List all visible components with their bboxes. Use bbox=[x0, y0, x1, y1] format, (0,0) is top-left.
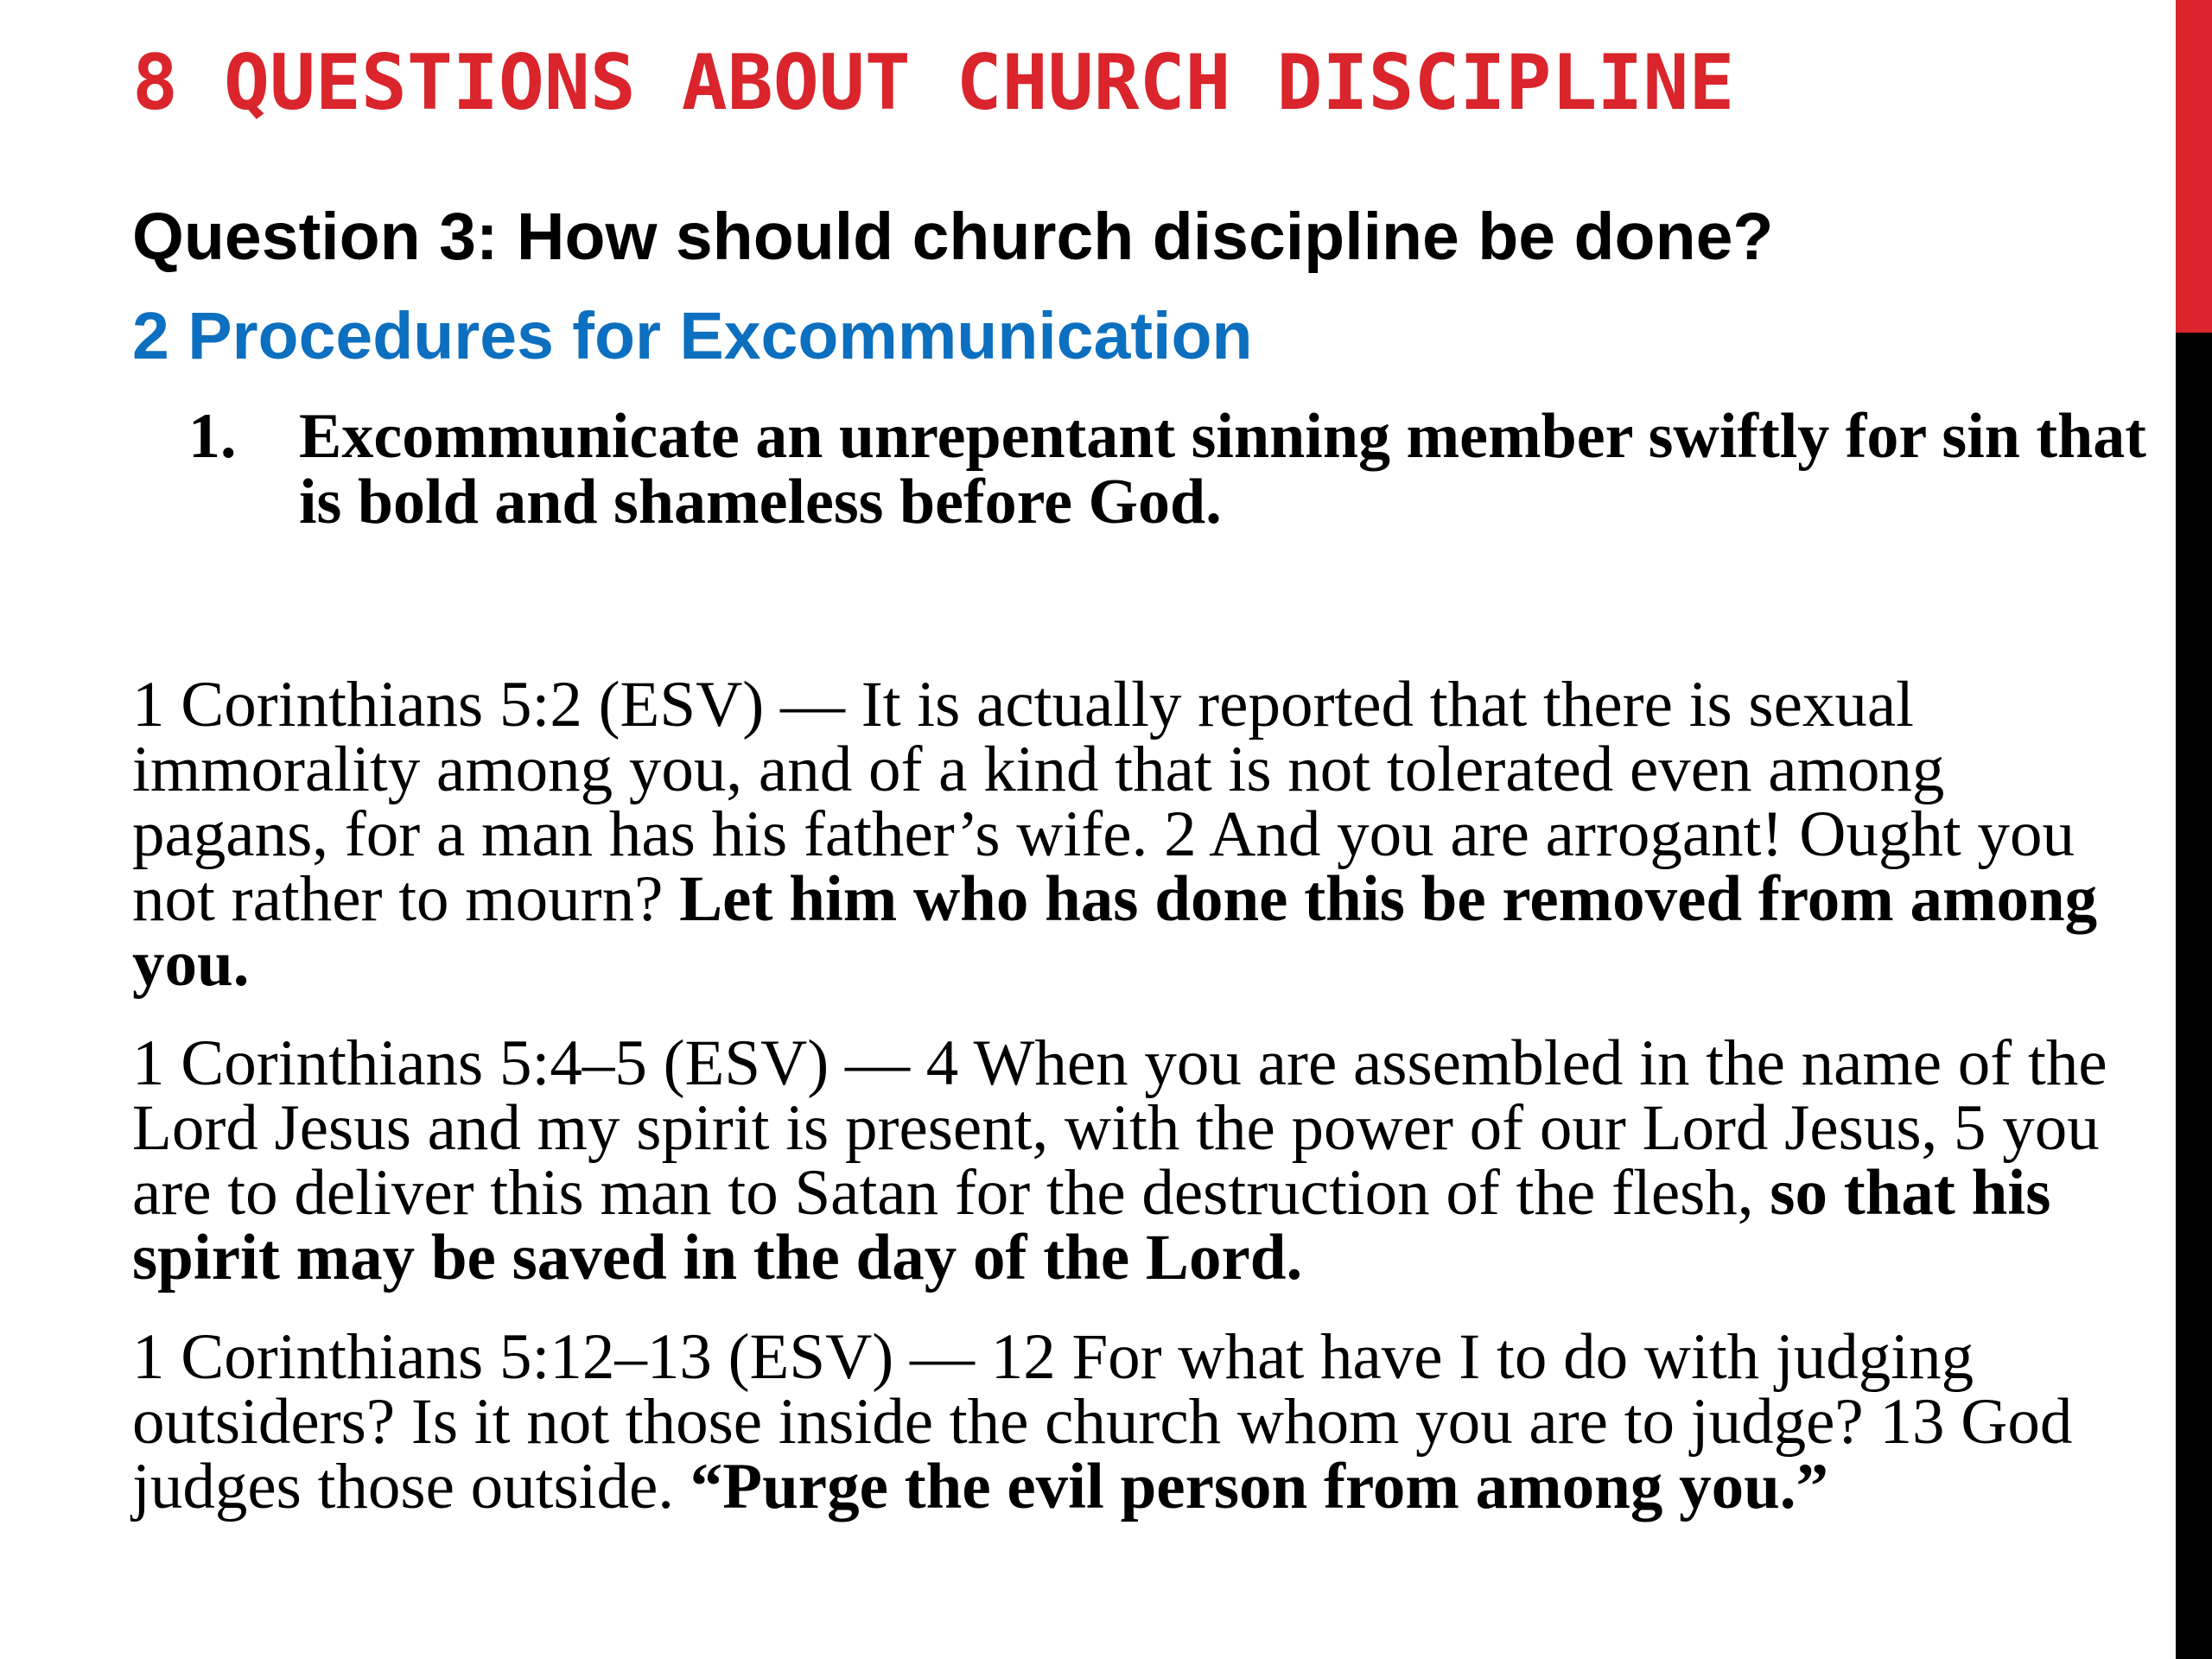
passage-2-text: 1 Corinthians 5:4–5 (ESV) — 4 When you are assembled in the name of the Lord Jesus and my spirit is present, with the power of our Lord Jesus, 5 you are to deliver this man to Satan for the destruction of the flesh, bbox=[132, 1027, 2107, 1229]
passage-1-text: 1 Corinthians 5:2 (ESV) — It is actually reported that there is sexual immorality among you, and of a kind that is not tolerated even among pagans, for a man has his father’s wife. 2 And you are arrogant! Ought you not rather to mourn? bbox=[132, 669, 2075, 935]
point-text: Excommunicate an unrepentant sinning member swiftly for sin that is bold and shameless before God. bbox=[299, 401, 2146, 537]
point-number: 1. bbox=[188, 401, 237, 472]
accent-bar-red bbox=[2176, 0, 2212, 333]
passage-3-emphasis: “Purge the evil person from among you.” bbox=[690, 1451, 1829, 1522]
passage-3-text: 1 Corinthians 5:12–13 (ESV) — 12 For what have I to do with judging outsiders? Is it not those inside the church whom you are to judge? 13 God judges those outside. bbox=[132, 1321, 2073, 1522]
passage-1-emphasis: Let him who has done this be removed from among you. bbox=[132, 863, 2098, 1000]
scripture-passage-3 bbox=[132, 1321, 2120, 1522]
scripture-passage-1 bbox=[132, 669, 2120, 1000]
accent-bar-black bbox=[2176, 333, 2212, 1659]
question-heading: Question 3: How should church discipline be done? bbox=[132, 200, 1774, 274]
procedures-subheading: 2 Procedures for Excommunication bbox=[132, 299, 1253, 373]
scripture-passage-2 bbox=[132, 1027, 2120, 1294]
passage-2-emphasis: so that his spirit may be saved in the day of the Lord. bbox=[132, 1157, 2051, 1294]
scripture-passages bbox=[132, 669, 2120, 1554]
slide-title: 8 QUESTIONS ABOUT CHURCH DISCIPLINE bbox=[132, 38, 1735, 127]
